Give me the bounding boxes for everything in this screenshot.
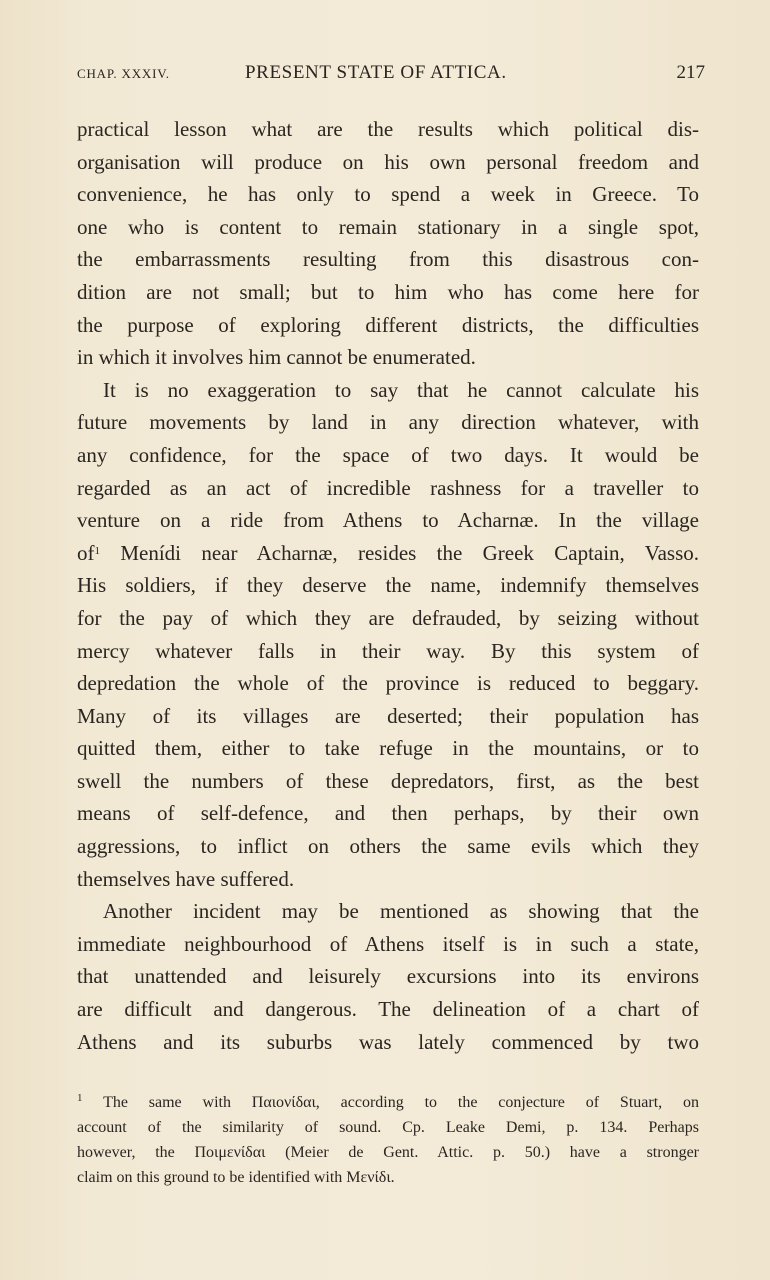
footnote-ref: 1 (94, 544, 100, 557)
text-line: in which it involves him cannot be enumerated. (77, 345, 476, 370)
body-text (77, 113, 699, 1058)
text-line: convenience, he has only to spend a week in Greece. To (77, 182, 699, 207)
text-line: for the pay of which they are defrauded, by seizing without (77, 605, 699, 630)
text-line: means of self-defence, and then perhaps, by their own (77, 801, 699, 826)
chapter-label: CHAP. XXXIV. (77, 66, 170, 81)
running-head (77, 62, 705, 88)
text-line: the purpose of exploring different districts, the difficulties (77, 312, 699, 337)
text-line: quitted them, either to take refuge in the mountains, or to (77, 736, 699, 761)
text-line: swell the numbers of these depredators, first, as the best (77, 768, 699, 793)
footnote-number: 1 (77, 1092, 83, 1104)
text-line: practical lesson what are the results which political dis- (77, 117, 699, 141)
footnote-line: account of the similarity of sound. Cp. Leake Demi, p. 134. Perhaps (77, 1119, 699, 1136)
text-line: depredation the whole of the province is reduced to beggary. (77, 671, 699, 696)
text-line: that unattended and leisurely excursions into its environs (77, 964, 699, 989)
text-line: mercy whatever falls in their way. By this system of (77, 638, 699, 663)
footnote-line: however, the Ποιμενίδαι (Meier de Gent. Attic. p. 50.) have a stronger (77, 1144, 699, 1161)
text-line: one who is content to remain stationary in a single spot, (77, 214, 699, 239)
text-line: Many of its villages are deserted; their population has (77, 703, 699, 728)
text-line: any confidence, for the space of two days. It would be (77, 442, 699, 467)
page-number: 217 (676, 62, 705, 83)
text-line-with-footnote-ref (77, 537, 699, 570)
text-line: are difficult and dangerous. The delineation of a chart of (77, 997, 699, 1022)
footnote-line: claim on this ground to be identified with Μενίδι. (77, 1169, 395, 1186)
text-line: aggressions, to inflict on others the same evils which they (77, 834, 699, 859)
line-rest: Menídi near Acharnæ, resides the Greek Captain, Vasso. (120, 540, 700, 565)
text-line: themselves have suffered. (77, 866, 295, 891)
text-line: immediate neighbourhood of Athens itself is in such a state, (77, 931, 699, 956)
text-line: regarded as an act of incredible rashness for a traveller to (77, 475, 699, 500)
text-line: future movements by land in any direction whatever, with (77, 410, 699, 435)
text-line: venture on a ride from Athens to Acharnæ. In the village (77, 508, 699, 533)
text-line: It is no exaggeration to say that he cannot calculate his (103, 377, 699, 402)
text-line: dition are not small; but to him who has come here for (77, 279, 699, 304)
line-prefix: of (77, 540, 95, 565)
text-line: Another incident may be mentioned as showing that the (103, 899, 699, 924)
text-line: the embarrassments resulting from this disastrous con- (77, 247, 699, 272)
text-line: organisation will produce on his own personal freedom and (77, 149, 699, 174)
footnotes (77, 1090, 699, 1190)
footnote-line: $^1$ The same with Παιονίδαι, according to the conjecture of Stuart, on (77, 1092, 699, 1111)
text-line: Athens and its suburbs was lately commenced by two (77, 1029, 699, 1054)
text-line: His soldiers, if they deserve the name, indemnify themselves (77, 573, 699, 598)
running-title: PRESENT STATE OF ATTICA. (245, 62, 507, 83)
